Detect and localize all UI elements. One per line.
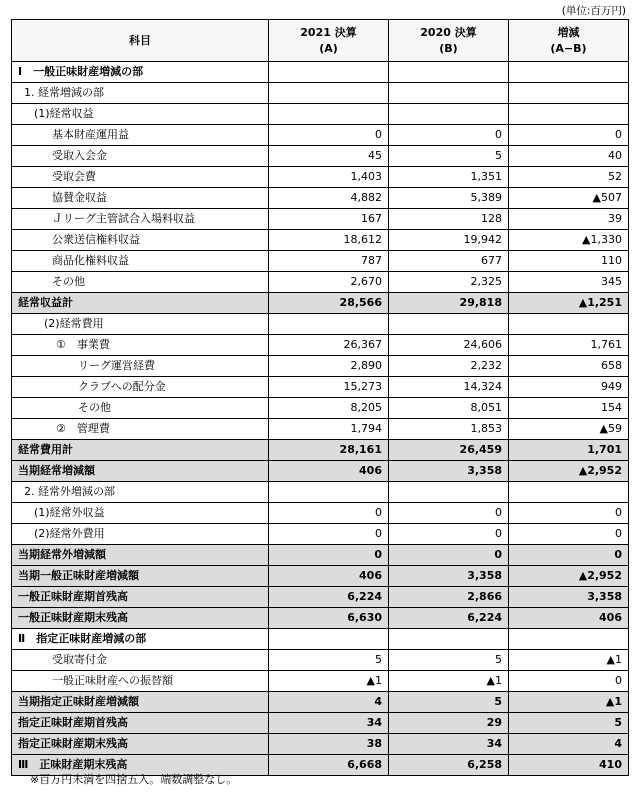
table-row (12, 146, 629, 167)
table-row (12, 188, 629, 209)
row-label: Ⅲ 正味財産期末残高 (12, 755, 269, 776)
row-label: 2. 経常外増減の部 (12, 482, 269, 503)
table-row (12, 419, 629, 440)
row-label: 経常収益計 (12, 293, 269, 314)
row-value-2021: 406 (269, 566, 389, 587)
table-row (12, 566, 629, 587)
table-row (12, 671, 629, 692)
row-value-diff: 3,358 (509, 587, 629, 608)
header-2021-title: 2021 決算 (300, 25, 357, 39)
row-value-2021: 1,794 (269, 419, 389, 440)
row-value-2020: 5,389 (389, 188, 509, 209)
row-value-2021: 28,161 (269, 440, 389, 461)
row-value-2020: 0 (389, 503, 509, 524)
row-value-diff: ▲1 (509, 650, 629, 671)
table-row (12, 167, 629, 188)
table-header-row (12, 20, 629, 62)
row-value-2021: 38 (269, 734, 389, 755)
row-label: ① 事業費 (12, 335, 269, 356)
table-row (12, 314, 629, 335)
row-value-2020: 1,351 (389, 167, 509, 188)
row-label: 協賛金収益 (12, 188, 269, 209)
row-value-2020: 2,232 (389, 356, 509, 377)
row-label: Ⅱ 指定正味財産増減の部 (12, 629, 269, 650)
row-value-2020: 34 (389, 734, 509, 755)
row-label: (2)経常外費用 (12, 524, 269, 545)
row-value-2020: 29 (389, 713, 509, 734)
row-label: 経常費用計 (12, 440, 269, 461)
row-label: (1)経常外収益 (12, 503, 269, 524)
row-label: (1)経常収益 (12, 104, 269, 125)
header-2020-title: 2020 決算 (420, 25, 477, 39)
row-value-diff: 0 (509, 545, 629, 566)
row-value-2020: 8,051 (389, 398, 509, 419)
row-value-2021 (269, 314, 389, 335)
footnote: ※百万円未満を四捨五入。端数調整なし。 (30, 773, 238, 786)
row-label: クラブへの配分金 (12, 377, 269, 398)
row-value-2021: ▲1 (269, 671, 389, 692)
header-diff-title: 増減 (557, 25, 580, 39)
row-value-diff: 4 (509, 734, 629, 755)
row-value-diff (509, 314, 629, 335)
row-value-diff: 39 (509, 209, 629, 230)
row-label: 当期指定正味財産増減額 (12, 692, 269, 713)
header-diff-code: (A−B) (550, 41, 587, 55)
row-label: 公衆送信権料収益 (12, 230, 269, 251)
row-value-2020: 5 (389, 692, 509, 713)
row-value-2021 (269, 104, 389, 125)
row-value-2021: 26,367 (269, 335, 389, 356)
row-value-2020: 0 (389, 545, 509, 566)
row-value-diff: 40 (509, 146, 629, 167)
row-label: 一般正味財産への振替額 (12, 671, 269, 692)
row-value-2020: 128 (389, 209, 509, 230)
table-row (12, 713, 629, 734)
header-2021-code: (A) (319, 41, 338, 55)
row-value-diff: 949 (509, 377, 629, 398)
financial-statement-table (11, 19, 629, 776)
row-value-diff (509, 83, 629, 104)
row-value-2021: 4 (269, 692, 389, 713)
row-value-diff: 345 (509, 272, 629, 293)
row-label: その他 (12, 272, 269, 293)
row-value-2021: 4,882 (269, 188, 389, 209)
table-row (12, 650, 629, 671)
row-value-diff: 0 (509, 524, 629, 545)
row-label: 一般正味財産期首残高 (12, 587, 269, 608)
row-value-2021: 5 (269, 650, 389, 671)
row-value-2021: 406 (269, 461, 389, 482)
row-value-2020: 3,358 (389, 461, 509, 482)
row-value-diff: 154 (509, 398, 629, 419)
row-value-2021 (269, 482, 389, 503)
row-value-diff: 110 (509, 251, 629, 272)
row-value-diff: 0 (509, 671, 629, 692)
table-row (12, 734, 629, 755)
row-value-2020 (389, 104, 509, 125)
row-value-2020: 14,324 (389, 377, 509, 398)
row-label: ② 管理費 (12, 419, 269, 440)
row-value-diff: 1,701 (509, 440, 629, 461)
row-label: 当期経常外増減額 (12, 545, 269, 566)
row-value-2020: 19,942 (389, 230, 509, 251)
row-value-2021 (269, 629, 389, 650)
table-row (12, 125, 629, 146)
row-value-2021: 1,403 (269, 167, 389, 188)
row-value-2020: 1,853 (389, 419, 509, 440)
table-row (12, 230, 629, 251)
table-row (12, 62, 629, 83)
row-value-2020: 0 (389, 524, 509, 545)
row-value-2021: 6,630 (269, 608, 389, 629)
row-value-diff: ▲507 (509, 188, 629, 209)
header-2021 (269, 20, 389, 62)
row-value-2020 (389, 482, 509, 503)
row-value-diff: 1,761 (509, 335, 629, 356)
row-value-2021: 167 (269, 209, 389, 230)
row-value-2020: 26,459 (389, 440, 509, 461)
row-value-2020: 5 (389, 650, 509, 671)
header-2020-code: (B) (439, 41, 458, 55)
row-label: 当期経常増減額 (12, 461, 269, 482)
header-diff (509, 20, 629, 62)
row-value-2020: 24,606 (389, 335, 509, 356)
row-value-2020 (389, 629, 509, 650)
row-value-diff (509, 482, 629, 503)
row-label: Ｊリーグ主管試合入場料収益 (12, 209, 269, 230)
row-label: 商品化権料収益 (12, 251, 269, 272)
row-value-diff (509, 104, 629, 125)
row-label: 基本財産運用益 (12, 125, 269, 146)
row-label: 指定正味財産期末残高 (12, 734, 269, 755)
row-label: その他 (12, 398, 269, 419)
row-value-diff: ▲1,330 (509, 230, 629, 251)
table-row (12, 104, 629, 125)
table-row (12, 692, 629, 713)
row-value-2021: 2,890 (269, 356, 389, 377)
table-row (12, 545, 629, 566)
row-value-diff: 410 (509, 755, 629, 776)
row-value-2021 (269, 83, 389, 104)
row-value-2020: 6,224 (389, 608, 509, 629)
row-value-2021 (269, 62, 389, 83)
table-row (12, 398, 629, 419)
table-row (12, 629, 629, 650)
table-row (12, 587, 629, 608)
row-label: Ⅰ 一般正味財産増減の部 (12, 62, 269, 83)
row-value-2021: 6,668 (269, 755, 389, 776)
row-label: (2)経常費用 (12, 314, 269, 335)
table-row (12, 503, 629, 524)
row-value-diff: 0 (509, 503, 629, 524)
row-value-2020: 3,358 (389, 566, 509, 587)
row-value-2020: 677 (389, 251, 509, 272)
row-value-2020: 0 (389, 125, 509, 146)
row-value-2020: 6,258 (389, 755, 509, 776)
row-value-diff (509, 62, 629, 83)
row-value-diff: ▲2,952 (509, 461, 629, 482)
row-value-2021: 787 (269, 251, 389, 272)
row-value-2021: 45 (269, 146, 389, 167)
row-label: 受取入会金 (12, 146, 269, 167)
row-value-2020 (389, 62, 509, 83)
table-row (12, 524, 629, 545)
table-row (12, 335, 629, 356)
row-value-diff: 658 (509, 356, 629, 377)
row-value-2020: 29,818 (389, 293, 509, 314)
row-value-2020 (389, 314, 509, 335)
header-2020 (389, 20, 509, 62)
row-value-diff: 406 (509, 608, 629, 629)
row-label: 当期一般正味財産増減額 (12, 566, 269, 587)
row-label: 受取寄付金 (12, 650, 269, 671)
row-value-2021: 0 (269, 125, 389, 146)
row-value-2020: 5 (389, 146, 509, 167)
row-value-2020 (389, 83, 509, 104)
row-label: リーグ運営経費 (12, 356, 269, 377)
row-value-2021: 18,612 (269, 230, 389, 251)
row-label: 受取会費 (12, 167, 269, 188)
row-value-diff (509, 629, 629, 650)
row-value-diff: ▲1 (509, 692, 629, 713)
table-row (12, 293, 629, 314)
row-value-2020: 2,325 (389, 272, 509, 293)
row-label: 一般正味財産期末残高 (12, 608, 269, 629)
row-value-2021: 28,566 (269, 293, 389, 314)
row-value-diff: ▲59 (509, 419, 629, 440)
table-row (12, 608, 629, 629)
header-subject: 科目 (12, 20, 269, 62)
table-row (12, 251, 629, 272)
table-row (12, 440, 629, 461)
row-value-2020: ▲1 (389, 671, 509, 692)
row-value-diff: 0 (509, 125, 629, 146)
row-value-2021: 15,273 (269, 377, 389, 398)
row-value-2021: 0 (269, 524, 389, 545)
row-label: 1. 経常増減の部 (12, 83, 269, 104)
table-row (12, 482, 629, 503)
table-row (12, 209, 629, 230)
row-value-diff: 5 (509, 713, 629, 734)
row-value-diff: ▲2,952 (509, 566, 629, 587)
table-row (12, 356, 629, 377)
row-value-2021: 0 (269, 545, 389, 566)
row-value-2021: 0 (269, 503, 389, 524)
table-row (12, 83, 629, 104)
row-value-2020: 2,866 (389, 587, 509, 608)
row-value-2021: 6,224 (269, 587, 389, 608)
row-value-2021: 8,205 (269, 398, 389, 419)
table-row (12, 461, 629, 482)
row-value-diff: ▲1,251 (509, 293, 629, 314)
table-row (12, 377, 629, 398)
row-value-diff: 52 (509, 167, 629, 188)
row-label: 指定正味財産期首残高 (12, 713, 269, 734)
row-value-2021: 2,670 (269, 272, 389, 293)
row-value-2021: 34 (269, 713, 389, 734)
unit-note: (単位:百万円) (561, 5, 626, 17)
table-row (12, 272, 629, 293)
